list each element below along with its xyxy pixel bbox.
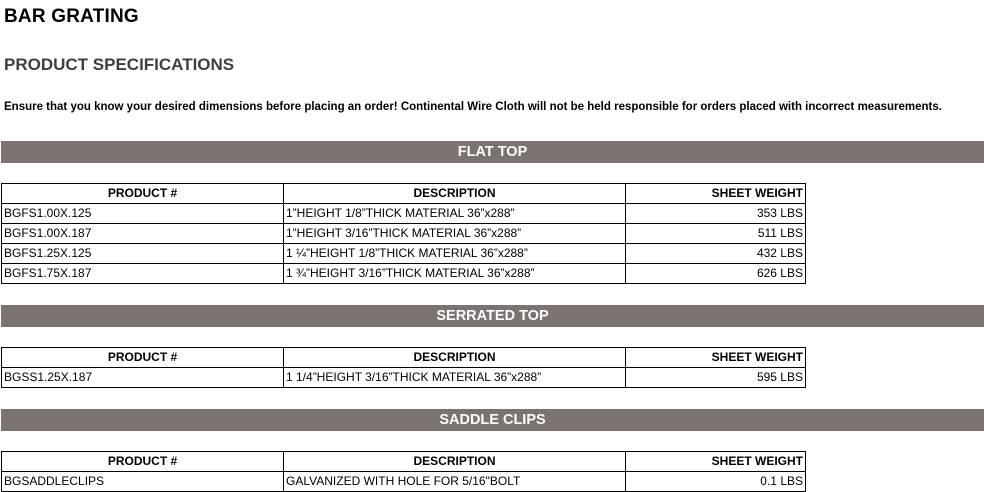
product-code: BGFS1.25X.125 (2, 244, 284, 264)
sheet-weight: 432 LBS (626, 244, 806, 264)
table-row (2, 472, 806, 492)
product-code: BGSS1.25X.187 (2, 368, 284, 388)
product-description: 1 ¾”HEIGHT 3/16”THICK MATERIAL 36”x288” (284, 264, 626, 284)
table-row (2, 224, 806, 244)
section-header-serrated-top: SERRATED TOP (1, 305, 984, 327)
column-header-description: DESCRIPTION (284, 452, 626, 472)
column-header-sheet-weight: SHEET WEIGHT (626, 184, 806, 204)
table-row (2, 368, 806, 388)
page-subtitle: PRODUCT SPECIFICATIONS (4, 55, 235, 74)
section-header-flat-top: FLAT TOP (1, 141, 984, 163)
table-row (2, 204, 806, 224)
table-header-row (2, 452, 806, 472)
column-header-product: PRODUCT # (2, 452, 284, 472)
column-header-description: DESCRIPTION (284, 348, 626, 368)
product-description: GALVANIZED WITH HOLE FOR 5/16"BOLT (284, 472, 626, 492)
page-title: BAR GRATING (4, 6, 139, 27)
product-description: 1”HEIGHT 1/8”THICK MATERIAL 36”x288” (284, 204, 626, 224)
sheet-weight: 626 LBS (626, 264, 806, 284)
product-code: BGFS1.00X.187 (2, 224, 284, 244)
column-header-description: DESCRIPTION (284, 184, 626, 204)
product-description: 1 1/4”HEIGHT 3/16”THICK MATERIAL 36”x288” (284, 368, 626, 388)
product-code: BGSADDLECLIPS (2, 472, 284, 492)
flat-top-table (1, 183, 806, 284)
table-header-row (2, 348, 806, 368)
table-row (2, 244, 806, 264)
table-header-row (2, 184, 806, 204)
table-row (2, 264, 806, 284)
column-header-sheet-weight: SHEET WEIGHT (626, 348, 806, 368)
serrated-top-table (1, 347, 806, 388)
product-description: 1”HEIGHT 3/16”THICK MATERIAL 36”x288” (284, 224, 626, 244)
product-code: BGFS1.00X.125 (2, 204, 284, 224)
sheet-weight: 353 LBS (626, 204, 806, 224)
column-header-sheet-weight: SHEET WEIGHT (626, 452, 806, 472)
section-header-saddle-clips: SADDLE CLIPS (1, 409, 984, 431)
column-header-product: PRODUCT # (2, 184, 284, 204)
column-header-product: PRODUCT # (2, 348, 284, 368)
sheet-weight: 595 LBS (626, 368, 806, 388)
product-description: 1 ¼”HEIGHT 1/8”THICK MATERIAL 36”x288” (284, 244, 626, 264)
product-code: BGFS1.75X.187 (2, 264, 284, 284)
sheet-weight: 511 LBS (626, 224, 806, 244)
sheet-weight: 0.1 LBS (626, 472, 806, 492)
order-notice: Ensure that you know your desired dimensions before placing an order! Continental Wire Cloth will not be held responsible for orders placed with incorrect measurements. (4, 101, 942, 113)
saddle-clips-table (1, 451, 806, 492)
